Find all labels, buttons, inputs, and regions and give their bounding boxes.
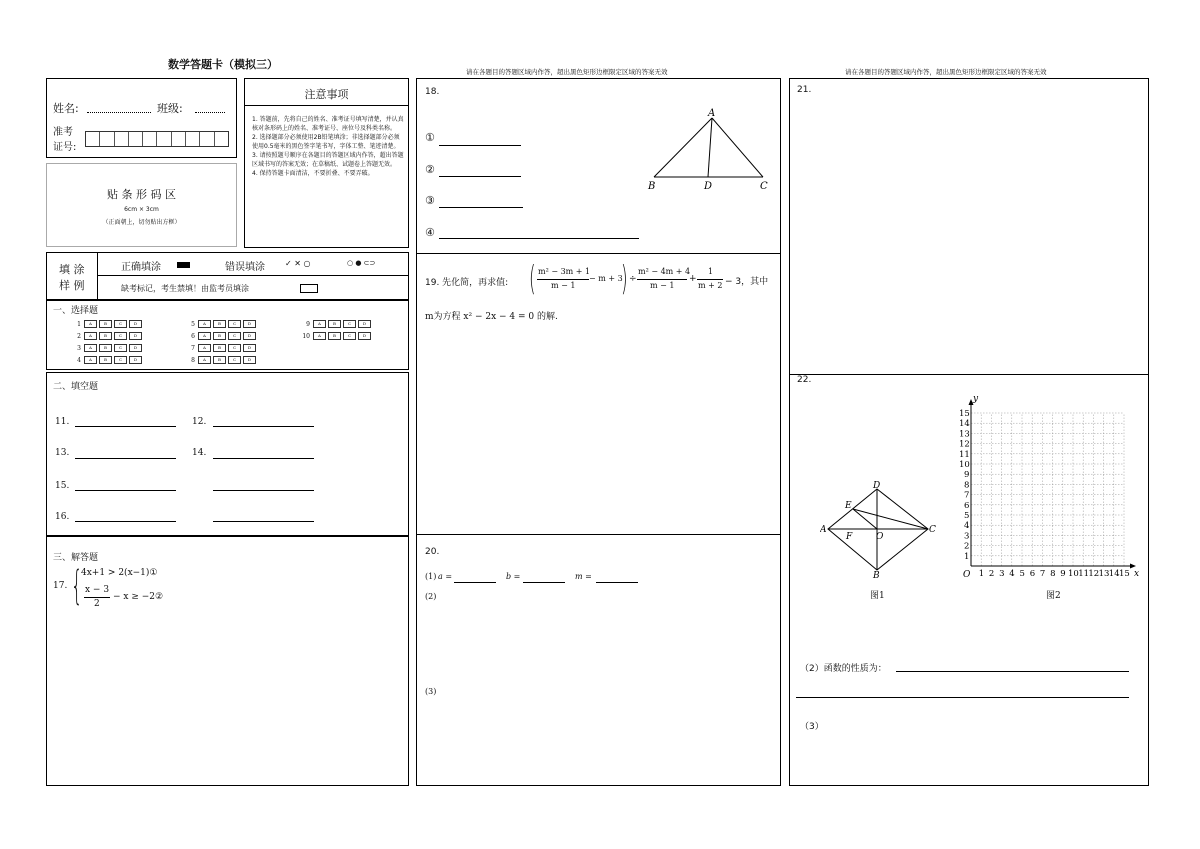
- q20-m-blank[interactable]: [596, 582, 638, 583]
- x-tick-label: 11: [1078, 569, 1090, 579]
- choice-option-q4-a[interactable]: A: [84, 356, 97, 364]
- absent-mark-box[interactable]: [300, 284, 318, 293]
- q18-blank-3[interactable]: [439, 207, 523, 208]
- q22-part3-label: （3）: [800, 722, 824, 732]
- q16-answer-line[interactable]: [75, 521, 176, 522]
- q14-answer-line[interactable]: [213, 458, 314, 459]
- choice-row-q1: [71, 320, 144, 328]
- q16-label: 16.: [55, 512, 70, 522]
- q19-plus-sign: +: [689, 274, 697, 284]
- notice-item-3: 3. 请按照题号顺序在各题目的答题区域内作答，超出答题区域书写的答案无效；在草稿纸、试题卷上答题无效。: [252, 152, 404, 168]
- page-title: 数学答题卡（模拟三）: [168, 58, 278, 71]
- choice-option-q5-c[interactable]: C: [228, 320, 241, 328]
- choice-number: 8: [191, 356, 195, 364]
- q17-line1: 4x+1 > 2(x−1)①: [81, 568, 158, 578]
- choice-option-q8-b[interactable]: B: [213, 356, 226, 364]
- name-label: 姓名:: [53, 102, 79, 115]
- q20-a-blank[interactable]: [454, 582, 496, 583]
- choice-option-q4-b[interactable]: B: [99, 356, 112, 364]
- middle-answer-column: [416, 78, 781, 786]
- right-answer-column: [789, 78, 1149, 786]
- absent-note: 缺考标记，考生禁填！由监考员填涂: [121, 284, 249, 293]
- choice-option-q10-d[interactable]: D: [358, 332, 371, 340]
- y-tick-label: 4: [964, 521, 970, 532]
- q19-frac2-num: m² − 4m + 4: [638, 267, 691, 276]
- choice-number: 7: [191, 344, 195, 352]
- x-tick-label: 4: [1009, 569, 1015, 579]
- section2-title: 二、填空题: [53, 382, 99, 392]
- q20-label: 20.: [425, 547, 440, 557]
- y-tick-label: 1: [964, 551, 970, 562]
- wrong-fill-label: 错误填涂: [225, 262, 265, 273]
- y-tick-label: 8: [964, 480, 970, 491]
- choice-row-q9: [300, 320, 373, 328]
- q18-blank-4[interactable]: [439, 238, 639, 239]
- q15-answer-line[interactable]: [75, 490, 176, 491]
- choice-option-q9-d[interactable]: D: [358, 320, 371, 328]
- q18-blank-1[interactable]: [439, 145, 521, 146]
- q22-fig2-caption: 图2: [1046, 591, 1061, 601]
- barcode-area: [46, 163, 237, 247]
- choice-option-q3-c[interactable]: C: [114, 344, 127, 352]
- choice-option-q2-b[interactable]: B: [99, 332, 112, 340]
- choice-number: 2: [77, 332, 81, 340]
- q19-tail: − 3，其中: [725, 277, 769, 287]
- x-tick-label: 14: [1108, 569, 1120, 579]
- q18-blank-4-label: ④: [425, 226, 435, 239]
- class-field[interactable]: [195, 101, 225, 113]
- x-tick-label: 6: [1029, 569, 1036, 579]
- q17-brace: {: [71, 563, 83, 609]
- choice-option-q9-a[interactable]: A: [313, 320, 326, 328]
- q19-frac1-tail: − m + 3: [589, 274, 623, 283]
- choice-number: 6: [191, 332, 195, 340]
- fill-example-label-1: 填 涂: [59, 263, 85, 276]
- q18-triangle-figure: [642, 105, 772, 195]
- choice-option-q1-b[interactable]: B: [99, 320, 112, 328]
- section3-title: 三、解答题: [53, 553, 99, 563]
- choice-option-q2-a[interactable]: A: [84, 332, 97, 340]
- choice-row-q5: [185, 320, 258, 328]
- choice-row-q6: [185, 332, 258, 340]
- exam-id-grid[interactable]: [85, 131, 229, 147]
- q18-point-a: A: [708, 108, 716, 119]
- q22-part2-label: （2）函数的性质为：: [800, 664, 887, 674]
- choice-option-q6-c[interactable]: C: [228, 332, 241, 340]
- x-tick-label: 2: [988, 569, 995, 579]
- choice-number: 3: [77, 344, 81, 352]
- q22-part2-line-2[interactable]: [796, 697, 1129, 698]
- section1-choice-box: [46, 300, 409, 370]
- q11-label: 11.: [55, 417, 70, 427]
- q19-line2: m为方程 x² − 2x − 4 = 0 的解.: [425, 312, 558, 322]
- q22-point-e: E: [845, 501, 852, 511]
- q18-blank-2-label: ②: [425, 163, 435, 176]
- class-label: 班级:: [157, 102, 183, 115]
- q13-answer-line[interactable]: [75, 458, 176, 459]
- q22-rhombus-figure: [820, 479, 940, 579]
- q17-tail: − x ≥ −2②: [113, 592, 164, 602]
- barcode-title: 贴 条 形 码 区: [107, 188, 176, 201]
- q18-point-b: B: [648, 181, 656, 192]
- x-tick-label: 9: [1060, 569, 1066, 579]
- exam-id-label-2: 证号:: [53, 142, 77, 153]
- choice-option-q10-c[interactable]: C: [343, 332, 356, 340]
- answer-area-warning-right: 请在各题目的答题区域内作答，超出黑色矩形边框限定区域的答案无效: [845, 68, 1047, 76]
- x-tick-label: 15: [1119, 569, 1130, 579]
- q18-point-c: C: [760, 181, 768, 192]
- choice-row-q7: [185, 344, 258, 352]
- choice-option-q6-a[interactable]: A: [198, 332, 211, 340]
- choice-option-q5-d[interactable]: D: [243, 320, 256, 328]
- q19-open-paren: (: [529, 259, 536, 299]
- q22-label: 22.: [797, 375, 812, 385]
- q18-label: 18.: [425, 87, 440, 97]
- choice-number: 4: [77, 356, 81, 364]
- choice-option-q7-d[interactable]: D: [243, 344, 256, 352]
- q19-label: 19. 先化简，再求值:: [425, 278, 509, 288]
- correct-fill-mark: [177, 262, 190, 268]
- choice-number: 9: [306, 320, 310, 328]
- q20-b-blank[interactable]: [523, 582, 565, 583]
- choice-option-q7-a[interactable]: A: [198, 344, 211, 352]
- x-axis-label: x: [1134, 569, 1140, 579]
- notice-box: [244, 78, 409, 248]
- x-axis-arrow: [1130, 564, 1136, 569]
- choice-option-q10-b[interactable]: B: [328, 332, 341, 340]
- q22-point-c: C: [929, 525, 936, 535]
- q22-part2-line-1[interactable]: [896, 671, 1129, 672]
- q22-point-d: D: [873, 481, 881, 491]
- choice-option-q1-c[interactable]: C: [114, 320, 127, 328]
- notice-title: 注意事项: [304, 88, 349, 101]
- q20-part1-prefix: (1): [425, 572, 437, 581]
- notice-item-4: 4. 保持答题卡面清洁，不要折叠、不要弄破。: [252, 170, 374, 177]
- q15-label: 15.: [55, 481, 70, 491]
- q19-frac1-num: m² − 3m + 1: [538, 267, 591, 276]
- y-tick-label: 12: [959, 439, 970, 450]
- choice-option-q8-d[interactable]: D: [243, 356, 256, 364]
- y-axis-label: y: [973, 394, 979, 404]
- q19-frac1-den: m − 1: [551, 281, 576, 290]
- q16-answer-line-2[interactable]: [213, 521, 314, 522]
- choice-number: 5: [191, 320, 195, 328]
- q17-numerator: x − 3: [85, 585, 110, 595]
- choice-option-q8-c[interactable]: C: [228, 356, 241, 364]
- q19-close-paren: ): [621, 259, 628, 299]
- q20-b-label: b =: [506, 572, 521, 581]
- y-tick-label: 6: [964, 500, 970, 511]
- choice-option-q9-c[interactable]: C: [343, 320, 356, 328]
- q22-point-o: O: [876, 532, 884, 542]
- q20-part2: (2): [425, 592, 437, 601]
- barcode-note: （正面朝上，切勿贴出方框）: [102, 219, 181, 226]
- choice-option-q9-b[interactable]: B: [328, 320, 341, 328]
- choice-option-q10-a[interactable]: A: [313, 332, 326, 340]
- x-tick-label: 13: [1098, 569, 1110, 579]
- y-tick-label: 5: [964, 511, 970, 521]
- section3-solve-box: [46, 536, 409, 786]
- y-tick-label: 9: [964, 470, 970, 481]
- exam-id-label-1: 准考: [53, 127, 73, 138]
- x-tick-label: 7: [1039, 569, 1046, 579]
- choice-option-q8-a[interactable]: A: [198, 356, 211, 364]
- origin-label: O: [963, 570, 971, 580]
- choice-row-q10: [300, 332, 373, 340]
- x-tick-label: 12: [1088, 569, 1100, 579]
- choice-option-q1-d[interactable]: D: [129, 320, 142, 328]
- choice-row-q3: [71, 344, 144, 352]
- choice-row-q4: [71, 356, 144, 364]
- q19-frac3-num: 1: [708, 267, 714, 276]
- notice-item-2: 2. 选择题部分必须使用2B铅笔填涂；非选择题部分必须使用0.5毫米的黑色签字笔书写，字体工整、笔迹清楚。: [252, 134, 400, 150]
- q22-coordinate-grid: [955, 394, 1145, 584]
- section1-title: 一、选择题: [53, 306, 99, 316]
- choice-option-q5-b[interactable]: B: [213, 320, 226, 328]
- choice-option-q3-d[interactable]: D: [129, 344, 142, 352]
- q22-fig1-caption: 图1: [870, 591, 885, 601]
- student-info-box: [46, 78, 237, 158]
- x-tick-label: 1: [978, 569, 985, 579]
- barcode-size: 6cm × 3cm: [124, 206, 159, 213]
- q18-point-d: D: [704, 181, 713, 192]
- choice-option-q6-b[interactable]: B: [213, 332, 226, 340]
- q15-answer-line-2[interactable]: [213, 490, 314, 491]
- q18-blank-2[interactable]: [439, 176, 521, 177]
- q19-frac2-den: m − 1: [650, 281, 675, 290]
- y-tick-label: 3: [964, 531, 970, 542]
- q14-label: 14.: [192, 448, 207, 458]
- choice-option-q5-a[interactable]: A: [198, 320, 211, 328]
- y-tick-label: 10: [959, 460, 970, 470]
- q22-point-b: B: [873, 571, 880, 579]
- q20-part3: (3): [425, 687, 437, 696]
- q12-label: 12.: [192, 417, 207, 427]
- wrong-fill-marks: ✓ ✕ ○: [285, 259, 311, 268]
- y-tick-label: 14: [959, 419, 970, 430]
- x-tick-label: 8: [1050, 569, 1056, 579]
- q18-blank-3-label: ③: [425, 194, 435, 207]
- choice-option-q2-c[interactable]: C: [114, 332, 127, 340]
- choice-option-q6-d[interactable]: D: [243, 332, 256, 340]
- choice-option-q7-b[interactable]: B: [213, 344, 226, 352]
- q17-denominator: 2: [94, 599, 100, 609]
- q20-m-label: m =: [575, 572, 592, 581]
- choice-option-q4-d[interactable]: D: [129, 356, 142, 364]
- answer-area-warning-middle: 请在各题目的答题区域内作答，超出黑色矩形边框限定区域的答案无效: [466, 68, 668, 76]
- fill-example-box: [46, 252, 409, 300]
- q13-label: 13.: [55, 448, 70, 458]
- y-tick-label: 2: [964, 541, 970, 552]
- choice-option-q4-c[interactable]: C: [114, 356, 127, 364]
- q18-blank-1-label: ①: [425, 131, 435, 144]
- y-tick-label: 13: [959, 429, 970, 440]
- choice-number: 10: [302, 332, 310, 340]
- q11-answer-line[interactable]: [75, 426, 176, 427]
- x-tick-label: 10: [1068, 569, 1079, 579]
- y-tick-label: 7: [964, 490, 970, 501]
- section2-fill-box: [46, 372, 409, 536]
- q21-label: 21.: [797, 85, 812, 95]
- q22-point-a: A: [820, 525, 827, 535]
- fill-example-label-2: 样 例: [59, 279, 85, 292]
- x-tick-label: 3: [999, 569, 1005, 579]
- choice-option-q3-b[interactable]: B: [99, 344, 112, 352]
- correct-fill-label: 正确填涂: [121, 262, 161, 273]
- q12-answer-line[interactable]: [213, 426, 314, 427]
- wrong-fill-marks-2: ○ ● ⊂⊃: [347, 259, 376, 267]
- notice-item-1: 1. 答题前，先将自己的姓名、准考证号填写清楚，并认真核对条形码上的姓名、准考证号、座位号及科类名称。: [252, 116, 404, 132]
- q20-a-label: a =: [438, 572, 453, 581]
- choice-number: 1: [77, 320, 81, 328]
- choice-option-q2-d[interactable]: D: [129, 332, 142, 340]
- choice-option-q1-a[interactable]: A: [84, 320, 97, 328]
- q19-frac3-den: m + 2: [698, 281, 723, 290]
- choice-row-q8: [185, 356, 258, 364]
- name-field[interactable]: [87, 101, 151, 113]
- choice-option-q3-a[interactable]: A: [84, 344, 97, 352]
- choice-option-q7-c[interactable]: C: [228, 344, 241, 352]
- q22-point-f: F: [846, 532, 853, 542]
- y-tick-label: 15: [959, 409, 970, 419]
- y-tick-label: 11: [959, 449, 970, 460]
- choice-row-q2: [71, 332, 144, 340]
- x-tick-label: 5: [1019, 569, 1025, 579]
- q19-div-sign: ÷: [629, 274, 637, 284]
- q17-label: 17.: [53, 581, 68, 591]
